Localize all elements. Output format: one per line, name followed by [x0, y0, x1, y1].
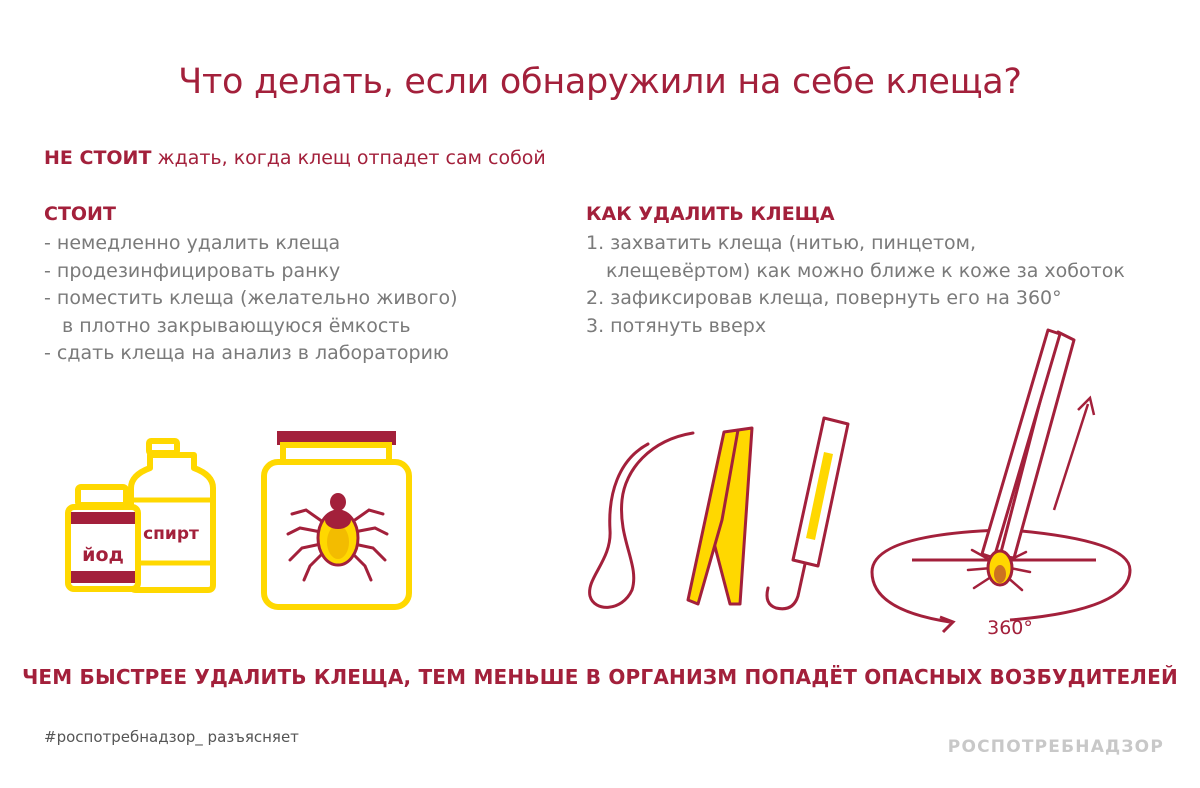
rotation-diagram [872, 330, 1130, 639]
spirit-bottle-icon [131, 441, 213, 590]
iodine-label: йод [82, 544, 124, 566]
rotation-label: 360° [987, 617, 1033, 639]
howto-item-line: 1. захватить клеща (нитью, пинцетом, [586, 232, 977, 254]
page-title: Что делать, если обнаружили на себе клеща? [178, 62, 1022, 102]
dont-rest: ждать, когда клещ отпадет сам собой [151, 147, 546, 169]
howto-item-line: 3. потянуть вверх [586, 314, 767, 337]
thread-icon [590, 433, 693, 607]
should-item-line: - сдать клеща на анализ в лабораторию [44, 342, 449, 364]
howto-item-line: клещевёртом) как можно ближе к коже за хоботок [606, 259, 1125, 282]
brand-logo-text: РОСПОТРЕБНАДЗОР [947, 737, 1164, 757]
should-item-line: - поместить клеща (желательно живого) [44, 287, 458, 309]
tick-icon [968, 550, 1030, 590]
howto-item-line: 2. зафиксировав клеща, повернуть его на 360° [586, 287, 1062, 309]
should-item-line: - немедленно удалить клеща [44, 232, 341, 254]
hashtag: #роспотребнадзор_ разъясняет [44, 728, 299, 746]
jar-icon [264, 431, 409, 607]
should-item-line: - продезинфицировать ранку [44, 259, 341, 282]
dont-strong: НЕ СТОИТ [44, 147, 152, 169]
bottom-message: ЧЕМ БЫСТРЕЕ УДАЛИТЬ КЛЕЩА, ТЕМ МЕНЬШЕ В ОРГАНИЗМ ПОПАДЁТ ОПАСНЫХ ВОЗБУДИТЕЛЕЙ [22, 665, 1178, 689]
spirit-label: спирт [143, 524, 199, 544]
howto-heading: КАК УДАЛИТЬ КЛЕЩА [586, 203, 835, 225]
iodine-bottle-icon [68, 487, 138, 589]
tick-twister-icon [767, 418, 848, 609]
tweezers-icon [688, 428, 752, 604]
should-heading: СТОИТ [44, 203, 116, 225]
should-item-line: в плотно закрывающуюся ёмкость [62, 314, 411, 337]
